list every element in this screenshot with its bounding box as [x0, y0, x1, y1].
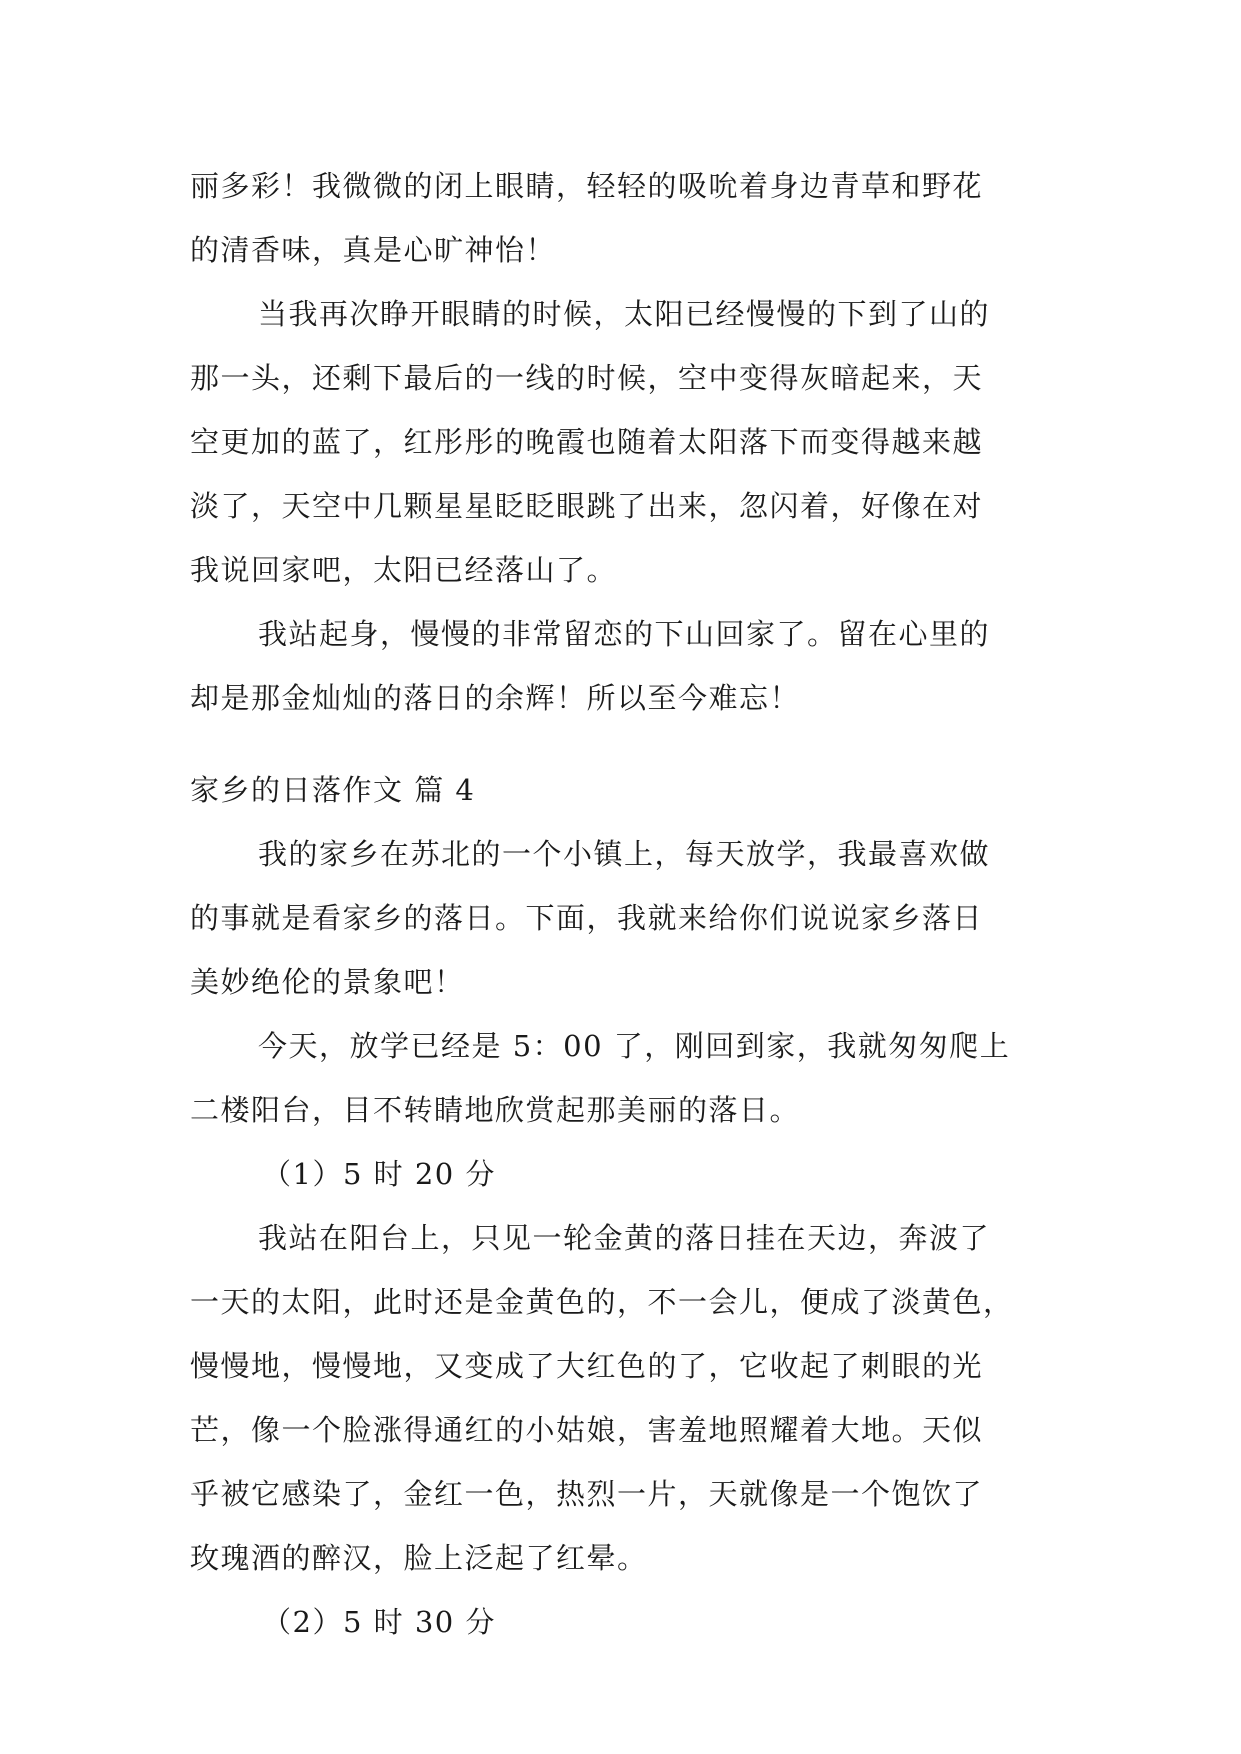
paragraph-line: 慢慢地，慢慢地，又变成了大红色的了，它收起了刺眼的光	[190, 1349, 984, 1383]
paragraph-line: 的事就是看家乡的落日。下面，我就来给你们说说家乡落日	[190, 901, 984, 935]
paragraph-line: 玫瑰酒的醉汉，脸上泛起了红晕。	[190, 1541, 648, 1575]
paragraph-line: 当我再次睁开眼睛的时候，太阳已经慢慢的下到了山的	[258, 297, 991, 331]
paragraph-line: 的清香味，真是心旷神怡！	[190, 233, 557, 267]
paragraph-line: 却是那金灿灿的落日的余辉！所以至今难忘！	[190, 681, 801, 715]
section-heading: 家乡的日落作文 篇 4	[190, 773, 476, 807]
paragraph-line: 美妙绝伦的景象吧！	[190, 965, 465, 999]
paragraph-line: 丽多彩！我微微的闭上眼睛，轻轻的吸吮着身边青草和野花	[190, 169, 984, 203]
paragraph-line: 一天的太阳，此时还是金黄色的，不一会儿，便成了淡黄色，	[190, 1285, 1014, 1319]
paragraph-line: 我的家乡在苏北的一个小镇上，每天放学，我最喜欢做	[258, 837, 991, 871]
paragraph-line: 乎被它感染了，金红一色，热烈一片，天就像是一个饱饮了	[190, 1477, 984, 1511]
paragraph-line: 芒，像一个脸涨得通红的小姑娘，害羞地照耀着大地。天似	[190, 1413, 984, 1447]
subheading-time: （1）5 时 20 分	[262, 1157, 496, 1191]
paragraph-line: 我站在阳台上，只见一轮金黄的落日挂在天边，奔波了	[258, 1221, 991, 1255]
paragraph-line: 那一头，还剩下最后的一线的时候，空中变得灰暗起来，天	[190, 361, 984, 395]
paragraph-line: 我说回家吧，太阳已经落山了。	[190, 553, 618, 587]
paragraph-line: 二楼阳台，目不转睛地欣赏起那美丽的落日。	[190, 1093, 801, 1127]
paragraph-line: 我站起身，慢慢的非常留恋的下山回家了。留在心里的	[258, 617, 991, 651]
subheading-time: （2）5 时 30 分	[262, 1605, 496, 1639]
paragraph-line: 淡了，天空中几颗星星眨眨眼跳了出来，忽闪着，好像在对	[190, 489, 984, 523]
paragraph-line: 今天，放学已经是 5：00 了，刚回到家，我就匆匆爬上	[258, 1029, 1011, 1063]
paragraph-line: 空更加的蓝了，红彤彤的晚霞也随着太阳落下而变得越来越	[190, 425, 984, 459]
